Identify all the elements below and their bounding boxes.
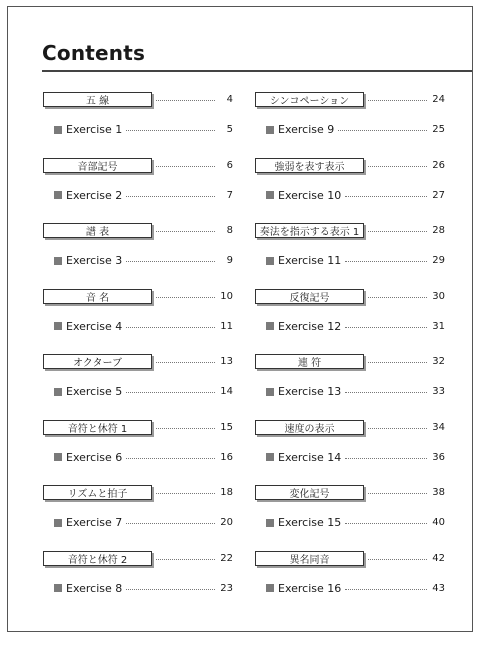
toc-lesson-row[interactable] <box>43 550 233 567</box>
toc-lesson-row[interactable] <box>43 419 233 436</box>
lesson-page-number: 22 <box>220 552 233 564</box>
dotted-leader <box>156 164 215 167</box>
dotted-leader <box>368 164 427 167</box>
dotted-leader <box>126 390 215 393</box>
toc-entry-group <box>43 288 233 354</box>
toc-lesson-row[interactable] <box>43 288 233 305</box>
toc-lesson-row[interactable] <box>255 353 445 370</box>
lesson-title-box: 音符と休符 1 <box>43 420 152 435</box>
exercise-label: Exercise 16 <box>278 581 342 595</box>
toc-lesson-row[interactable] <box>43 222 233 239</box>
toc-exercise-row[interactable] <box>255 449 445 466</box>
lesson-title-box: 異名同音 <box>255 551 364 566</box>
exercise-label: Exercise 4 <box>66 319 123 333</box>
square-bullet-icon <box>54 453 62 461</box>
exercise-label: Exercise 14 <box>278 450 342 464</box>
lesson-title-box: 音部記号 <box>43 158 152 173</box>
toc-entry-group <box>255 157 445 223</box>
toc-lesson-row[interactable] <box>43 157 233 174</box>
dotted-leader <box>345 456 427 459</box>
toc-exercise-row[interactable] <box>255 252 445 269</box>
square-bullet-icon <box>266 322 274 330</box>
lesson-page-number: 24 <box>432 94 445 105</box>
toc-entry-group <box>43 222 233 288</box>
toc-exercise-row[interactable] <box>255 121 445 138</box>
exercise-page-number: 25 <box>432 124 445 135</box>
toc-entry-group <box>255 288 445 354</box>
exercise-page-number: 43 <box>432 582 445 594</box>
exercise-page-number: 20 <box>220 517 233 528</box>
toc-exercise-row[interactable] <box>255 514 445 531</box>
page-title: Contents <box>42 41 146 65</box>
title-rule <box>42 70 472 72</box>
square-bullet-icon <box>54 388 62 396</box>
toc-exercise-row[interactable] <box>43 187 233 204</box>
lesson-title-box: 連 符 <box>255 354 364 369</box>
toc-right-column <box>255 91 445 615</box>
exercise-page-number: 40 <box>432 517 445 528</box>
dotted-leader <box>368 360 427 363</box>
dotted-leader <box>345 390 427 393</box>
lesson-page-number: 30 <box>432 290 445 302</box>
toc-lesson-row[interactable] <box>43 484 233 501</box>
toc-entry-group <box>43 484 233 550</box>
exercise-label: Exercise 9 <box>278 123 335 136</box>
toc-entry-group <box>255 550 445 616</box>
lesson-title-box: 強弱を表す表示 <box>255 158 364 173</box>
dotted-leader <box>345 587 427 590</box>
square-bullet-icon <box>54 322 62 330</box>
lesson-page-number: 10 <box>220 290 233 302</box>
lesson-title-box: 譜 表 <box>43 223 152 238</box>
toc-entry-group <box>43 91 233 157</box>
dotted-leader <box>338 128 427 131</box>
exercise-page-number: 7 <box>226 189 233 201</box>
dotted-leader <box>156 295 215 298</box>
toc-exercise-row[interactable] <box>43 383 233 400</box>
exercise-page-number: 9 <box>226 255 233 266</box>
exercise-page-number: 27 <box>432 189 445 201</box>
dotted-leader <box>156 491 215 494</box>
toc-exercise-row[interactable] <box>255 187 445 204</box>
exercise-label: Exercise 3 <box>66 254 123 267</box>
dotted-leader <box>345 325 427 328</box>
lesson-title-box: 反復記号 <box>255 289 364 304</box>
exercise-page-number: 36 <box>432 451 445 463</box>
square-bullet-icon <box>266 191 274 199</box>
exercise-label: Exercise 10 <box>278 188 342 202</box>
lesson-title-box: 奏法を指示する表示 1 <box>255 223 364 238</box>
square-bullet-icon <box>54 126 62 134</box>
toc-lesson-row[interactable] <box>255 484 445 501</box>
toc-entry-group <box>255 484 445 550</box>
toc-exercise-row[interactable] <box>43 252 233 269</box>
lesson-page-number: 15 <box>220 421 233 433</box>
toc-entry-group <box>255 91 445 157</box>
lesson-title-box: オクターブ <box>43 354 152 369</box>
lesson-page-number: 38 <box>432 487 445 498</box>
dotted-leader <box>126 259 215 262</box>
toc-entry-group <box>255 419 445 485</box>
exercise-page-number: 11 <box>220 320 233 332</box>
lesson-page-number: 42 <box>432 552 445 564</box>
toc-entry-group <box>43 550 233 616</box>
square-bullet-icon <box>266 257 274 265</box>
lesson-title-box: リズムと拍子 <box>43 485 152 500</box>
square-bullet-icon <box>54 191 62 199</box>
exercise-label: Exercise 5 <box>66 385 123 398</box>
square-bullet-icon <box>266 388 274 396</box>
toc-lesson-row[interactable] <box>43 91 233 108</box>
toc-entry-group <box>43 353 233 419</box>
lesson-page-number: 13 <box>220 356 233 367</box>
exercise-label: Exercise 13 <box>278 385 342 398</box>
dotted-leader <box>156 229 215 232</box>
dotted-leader <box>126 325 215 328</box>
dotted-leader <box>156 557 215 560</box>
toc-exercise-row[interactable] <box>255 383 445 400</box>
exercise-label: Exercise 12 <box>278 319 342 333</box>
lesson-title-box: 五 線 <box>43 92 152 107</box>
exercise-page-number: 23 <box>220 582 233 594</box>
toc-exercise-row[interactable] <box>255 318 445 335</box>
exercise-page-number: 14 <box>220 386 233 397</box>
exercise-page-number: 5 <box>226 124 233 135</box>
exercise-page-number: 33 <box>432 386 445 397</box>
dotted-leader <box>126 521 215 524</box>
toc-exercise-row[interactable] <box>43 449 233 466</box>
exercise-page-number: 29 <box>432 255 445 266</box>
lesson-page-number: 28 <box>432 225 445 236</box>
dotted-leader <box>156 98 215 101</box>
exercise-label: Exercise 11 <box>278 254 342 267</box>
toc-exercise-row[interactable] <box>255 580 445 597</box>
dotted-leader <box>368 426 427 429</box>
lesson-title-box: 音 名 <box>43 289 152 304</box>
toc-lesson-row[interactable] <box>255 157 445 174</box>
square-bullet-icon <box>266 584 274 592</box>
dotted-leader <box>126 194 215 197</box>
toc-left-column <box>43 91 233 615</box>
toc-entry-group <box>255 222 445 288</box>
toc-entry-group <box>255 353 445 419</box>
toc-lesson-row[interactable] <box>43 353 233 370</box>
lesson-page-number: 6 <box>226 159 233 171</box>
dotted-leader <box>368 557 427 560</box>
square-bullet-icon <box>54 584 62 592</box>
lesson-page-number: 32 <box>432 356 445 367</box>
dotted-leader <box>126 128 215 131</box>
lesson-title-box: 変化記号 <box>255 485 364 500</box>
dotted-leader <box>126 587 215 590</box>
toc-exercise-row[interactable] <box>43 580 233 597</box>
toc-entry-group <box>43 419 233 485</box>
dotted-leader <box>156 360 215 363</box>
dotted-leader <box>345 194 427 197</box>
lesson-page-number: 26 <box>432 159 445 171</box>
exercise-label: Exercise 6 <box>66 450 123 464</box>
toc-exercise-row[interactable] <box>43 514 233 531</box>
lesson-page-number: 18 <box>220 487 233 498</box>
lesson-page-number: 4 <box>226 94 233 105</box>
exercise-page-number: 16 <box>220 451 233 463</box>
exercise-label: Exercise 15 <box>278 516 342 529</box>
exercise-label: Exercise 7 <box>66 516 123 529</box>
square-bullet-icon <box>54 519 62 527</box>
lesson-title-box: シンコペーション <box>255 92 364 107</box>
toc-exercise-row[interactable] <box>43 121 233 138</box>
dotted-leader <box>345 259 427 262</box>
dotted-leader <box>368 229 427 232</box>
exercise-page-number: 31 <box>432 320 445 332</box>
square-bullet-icon <box>266 519 274 527</box>
square-bullet-icon <box>54 257 62 265</box>
toc-lesson-row[interactable] <box>255 288 445 305</box>
lesson-title-box: 速度の表示 <box>255 420 364 435</box>
dotted-leader <box>368 295 427 298</box>
dotted-leader <box>368 98 427 101</box>
toc-lesson-row[interactable] <box>255 91 445 108</box>
dotted-leader <box>126 456 215 459</box>
square-bullet-icon <box>266 126 274 134</box>
toc-lesson-row[interactable] <box>255 419 445 436</box>
lesson-page-number: 8 <box>226 225 233 236</box>
dotted-leader <box>368 491 427 494</box>
contents-page <box>7 6 473 632</box>
exercise-label: Exercise 8 <box>66 581 123 595</box>
toc-lesson-row[interactable] <box>255 550 445 567</box>
lesson-page-number: 34 <box>432 421 445 433</box>
lesson-title-box: 音符と休符 2 <box>43 551 152 566</box>
dotted-leader <box>156 426 215 429</box>
exercise-label: Exercise 2 <box>66 188 123 202</box>
toc-exercise-row[interactable] <box>43 318 233 335</box>
toc-lesson-row[interactable] <box>255 222 445 239</box>
exercise-label: Exercise 1 <box>66 123 123 136</box>
square-bullet-icon <box>266 453 274 461</box>
toc-entry-group <box>43 157 233 223</box>
dotted-leader <box>345 521 427 524</box>
